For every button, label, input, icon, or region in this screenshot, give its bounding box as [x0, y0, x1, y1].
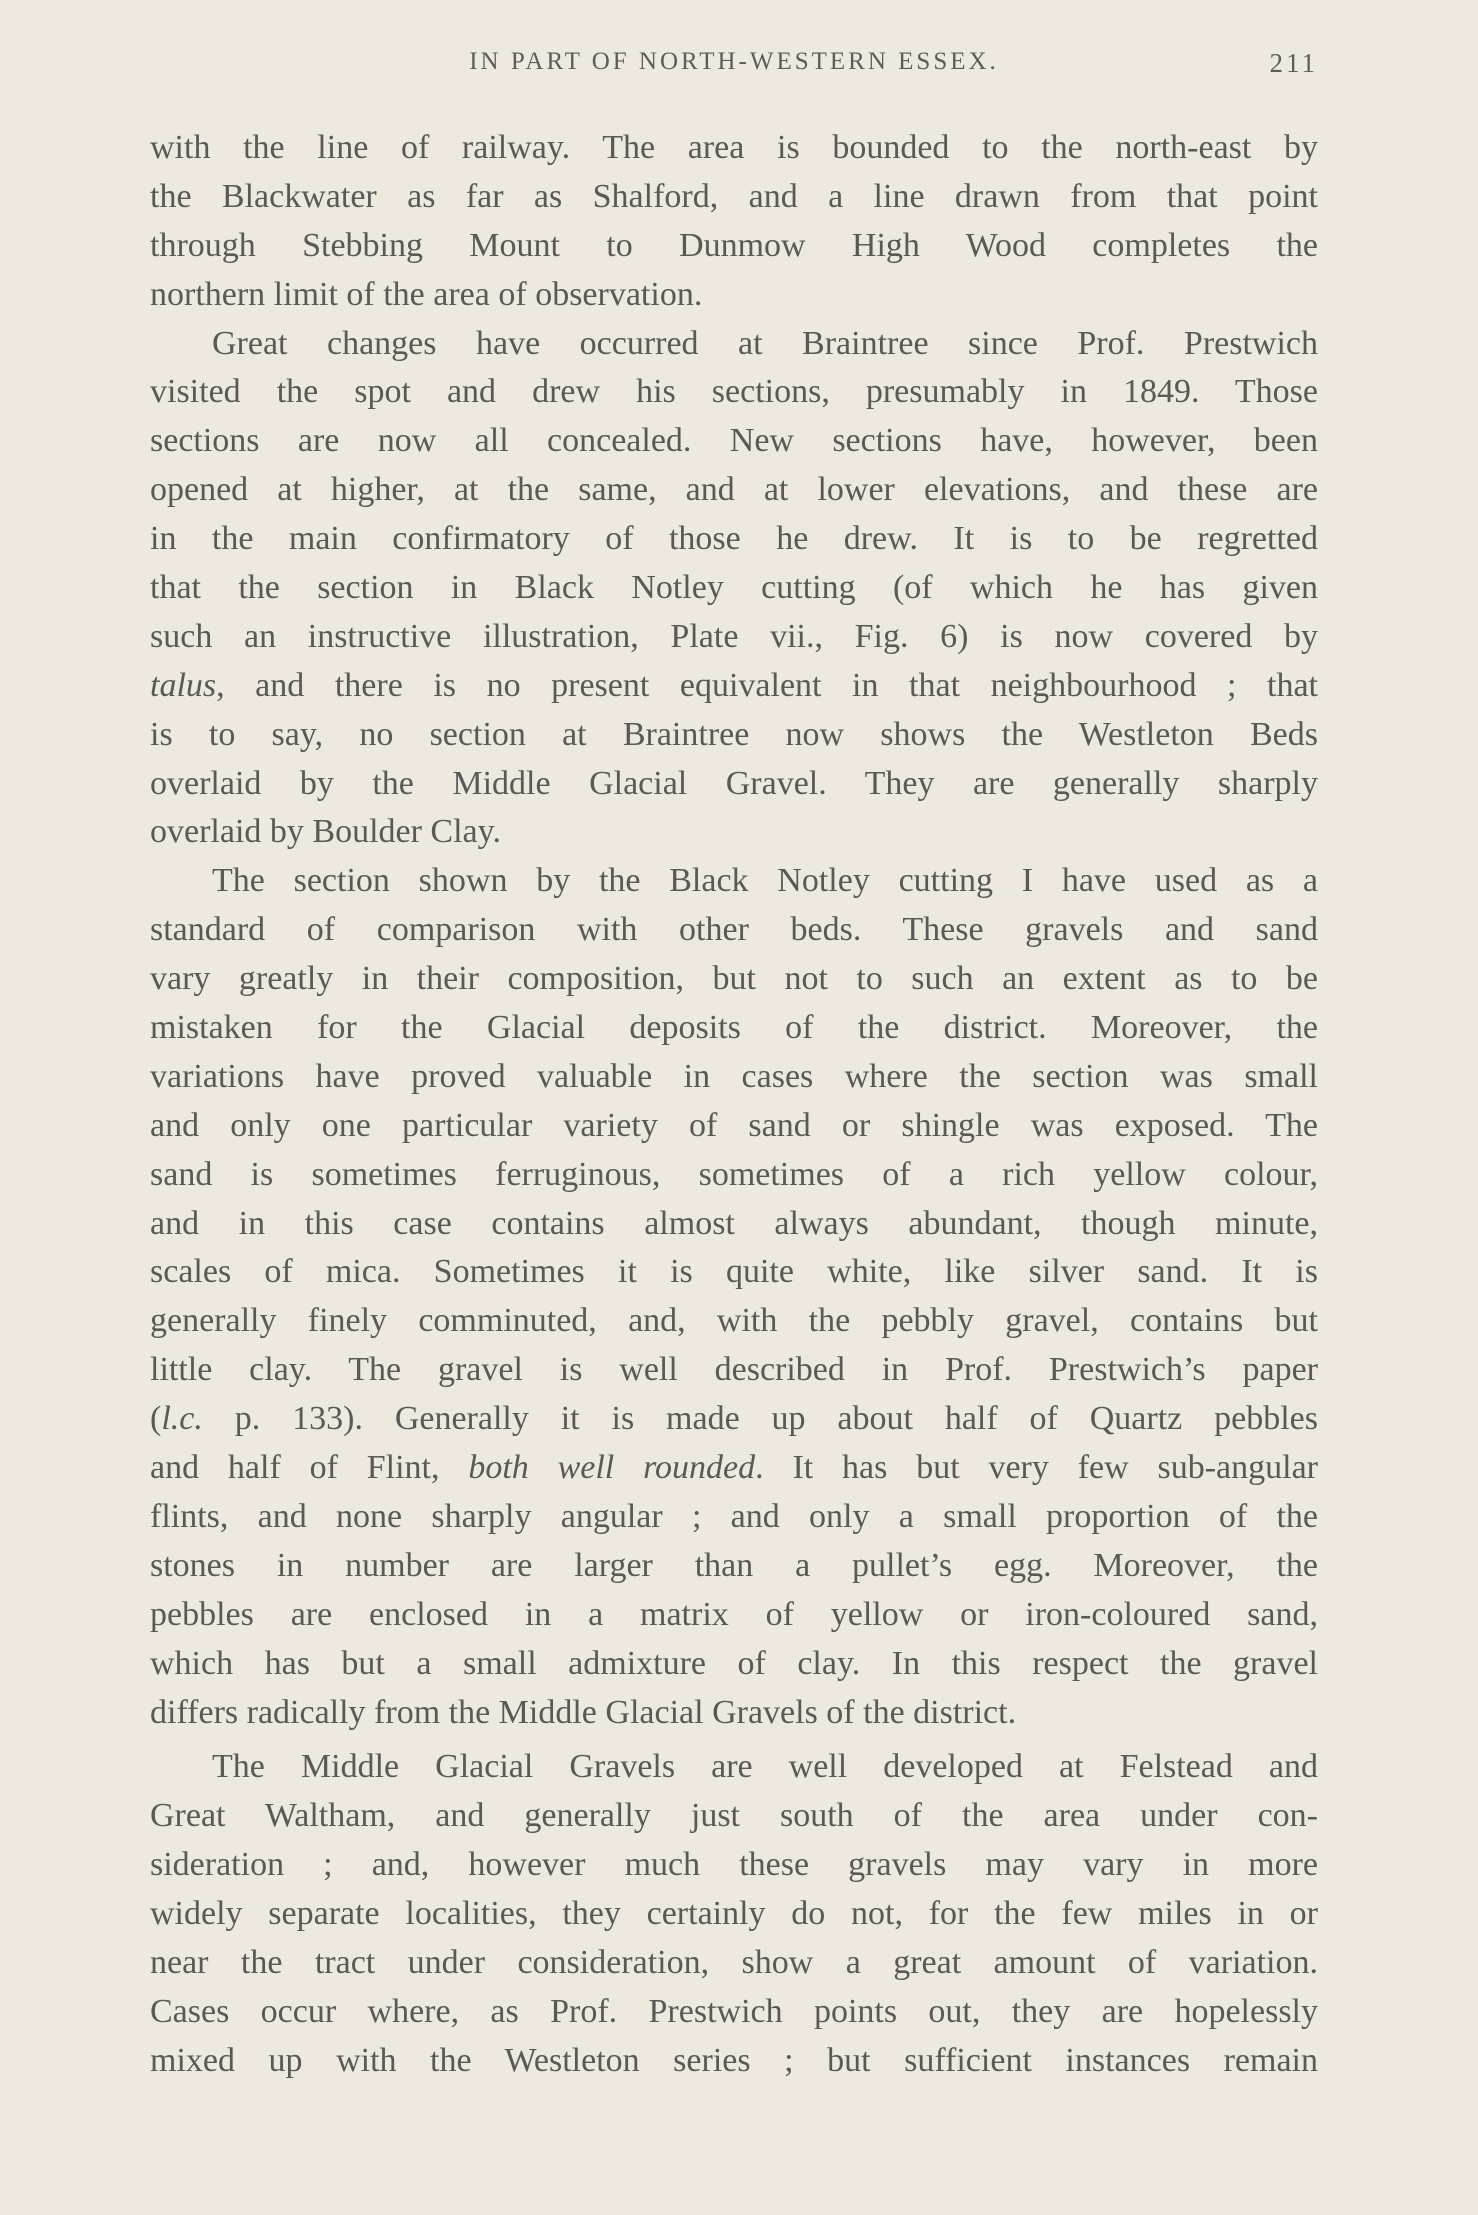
body-text: [150, 124, 1318, 2086]
paragraph: [150, 320, 1318, 858]
text-line: and only one particular variety of sand or shingle was exposed. The: [150, 1106, 1318, 1144]
text-line: differs radically from the Middle Glacial Gravels of the district.: [150, 1693, 1017, 1731]
text-line: stones in number are larger than a pullet’s egg. Moreover, the: [150, 1546, 1318, 1584]
text-line: through Stebbing Mount to Dunmow High Wood completes the: [150, 226, 1318, 264]
page-number: 211: [1269, 48, 1318, 78]
text-line: and in this case contains almost always abundant, though minute,: [150, 1204, 1318, 1242]
text-line: sideration ; and, however much these gravels may vary in more: [150, 1846, 1318, 1884]
paragraph: [150, 1743, 1318, 2085]
text-line: Great changes have occurred at Braintree since Prof. Prestwich: [212, 324, 1318, 362]
text-line: variations have proved valuable in cases where the section was small: [150, 1057, 1318, 1095]
text-line: in the main confirmatory of those he drew. It is to be regretted: [150, 520, 1318, 558]
italic-phrase: l.c.: [161, 1400, 203, 1438]
text-line: generally finely comminuted, and, with the pebbly gravel, contains but: [150, 1302, 1318, 1340]
text-line: overlaid by the Middle Glacial Gravel. They are generally sharply: [150, 764, 1318, 802]
text-line: the Blackwater as far as Shalford, and a line drawn from that point: [150, 177, 1318, 215]
text-line: mixed up with the Westleton series ; but sufficient instances remain: [150, 2041, 1318, 2079]
italic-phrase: both well rounded: [468, 1449, 756, 1487]
text-line: sections are now all concealed. New sections have, however, been: [150, 422, 1318, 460]
paragraph: [150, 124, 1318, 320]
text-line: widely separate localities, they certainly do not, for the few miles in or: [150, 1895, 1318, 1933]
text-line: which has but a small admixture of clay. In this respect the gravel: [150, 1644, 1318, 1682]
text-line: overlaid by Boulder Clay.: [150, 813, 501, 851]
text-line: mistaken for the Glacial deposits of the district. Moreover, the: [150, 1009, 1318, 1047]
text-line: sand is sometimes ferruginous, sometimes of a rich yellow colour,: [150, 1155, 1318, 1193]
italic-phrase: talus: [150, 666, 217, 704]
text-line: standard of comparison with other beds. These gravels and sand: [150, 911, 1318, 949]
text-line: and half of Flint, both well rounded. It has but very few sub-angular: [150, 1449, 1318, 1487]
running-title: IN PART OF NORTH-WESTERN ESSEX.: [469, 48, 999, 75]
text-line: scales of mica. Sometimes it is quite white, like silver sand. It is: [150, 1253, 1318, 1291]
text-line: is to say, no section at Braintree now shows the Westleton Beds: [150, 715, 1318, 753]
text-line: northern limit of the area of observation.: [150, 275, 703, 313]
text-line: opened at higher, at the same, and at lower elevations, and these are: [150, 471, 1318, 509]
text-line: such an instructive illustration, Plate vii., Fig. 6) is now covered by: [150, 617, 1318, 655]
running-head: [150, 48, 1318, 88]
paragraph: [150, 857, 1318, 1737]
text-line: (l.c. p. 133). Generally it is made up about half of Quartz pebbles: [150, 1400, 1318, 1438]
text-line: pebbles are enclosed in a matrix of yellow or iron-coloured sand,: [150, 1595, 1318, 1633]
text-line: The section shown by the Black Notley cutting I have used as a: [212, 862, 1318, 900]
text-line: little clay. The gravel is well described in Prof. Prestwich’s paper: [150, 1351, 1318, 1389]
text-line: with the line of railway. The area is bounded to the north-east by: [150, 129, 1318, 166]
text-line: Great Waltham, and generally just south of the area under con-: [150, 1797, 1318, 1835]
text-line: visited the spot and drew his sections, presumably in 1849. Those: [150, 373, 1318, 411]
text-line: vary greatly in their composition, but not to such an extent as to be: [150, 960, 1318, 998]
text-line: Cases occur where, as Prof. Prestwich points out, they are hopelessly: [150, 1992, 1318, 2030]
text-line: that the section in Black Notley cutting (of which he has given: [150, 569, 1318, 607]
text-line: flints, and none sharply angular ; and only a small proportion of the: [150, 1497, 1318, 1535]
text-line: talus, and there is no present equivalent in that neighbourhood ; that: [150, 666, 1318, 704]
text-line: The Middle Glacial Gravels are well developed at Felstead and: [212, 1748, 1318, 1786]
text-line: near the tract under consideration, show a great amount of variation.: [150, 1943, 1318, 1981]
